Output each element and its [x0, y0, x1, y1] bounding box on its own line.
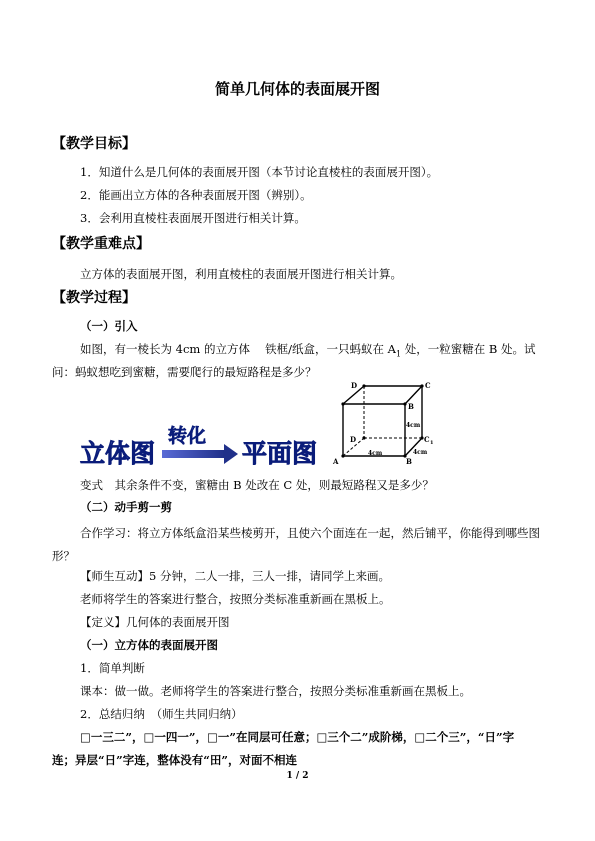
label-c: C	[425, 381, 431, 390]
page-title: 简单几何体的表面展开图	[214, 80, 380, 98]
arrow-right-icon	[224, 444, 238, 464]
cube-net-heading: （一）立方体的表面展开图	[80, 638, 218, 652]
intro-subscript: 1	[395, 349, 402, 359]
rule-line-1: □一三二”，□一四一”，□一”在同层可任意；□三个二”成阶梯，□二个三”，“日”字	[80, 730, 515, 744]
intro-text-a: 如图，有一棱长为 4cm 的立方体 铁框/纸盒，一只蚂蚁在 A	[80, 342, 396, 356]
intro-paragraph-line1	[80, 341, 535, 362]
objective-2: 2．能画出立方体的各种表面展开图（辨别）。	[80, 188, 312, 202]
section-objectives: 【教学目标】	[52, 136, 136, 152]
label-edge-depth: 4cm	[413, 449, 428, 456]
arrow-shaft	[162, 450, 224, 458]
section-key-points: 【教学重难点】	[52, 236, 150, 252]
cube-diagram	[330, 378, 440, 468]
hands-on-heading: （二）动手剪一剪	[80, 500, 172, 514]
rule-line-2: 连；异层“日”字连，整体没有“田”，对面不相连	[52, 753, 297, 767]
label-a1: A	[333, 457, 339, 466]
label-c1: C	[424, 435, 430, 444]
label-b: B	[408, 402, 414, 411]
section-process: 【教学过程】	[52, 290, 136, 306]
textbook-text: 课本：做一做。老师将学生的答案进行整合，按照分类标准重新画在黑板上。	[80, 684, 471, 698]
banner-left-text: 立体图	[80, 439, 156, 468]
variant-text: 变式 其余条件不变，蜜糖由 B 处改在 C 处，则最短路程又是多少？	[80, 478, 434, 492]
banner-middle-text: 转化	[168, 425, 207, 447]
teacher-text: 老师将学生的答案进行整合，按照分类标准重新画在黑板上。	[80, 592, 391, 606]
label-b1: B	[406, 457, 412, 466]
label-c1-sub: 1	[430, 440, 434, 446]
intro-heading: （一）引入	[80, 319, 138, 333]
banner-right-text: 平面图	[242, 439, 318, 468]
objective-1: 1．知道什么是几何体的表面展开图（本节讨论直棱柱的表面展开图）。	[80, 165, 439, 179]
hands-on-paragraph: 合作学习：将立方体纸盒沿某些棱剪开，且使六个面连在一起，然后铺平，你能得到哪些图形？	[52, 526, 540, 563]
page-number: 1 / 2	[286, 771, 309, 781]
judge-text: 1．简单判断	[80, 661, 145, 675]
summary-text: 2．总结归纳 （师生共同归纳）	[80, 707, 243, 721]
label-edge-bottom: 4cm	[368, 450, 383, 457]
intro-paragraph-line2: 问：蚂蚁想吃到蜜糖，需要爬行的最短路程是多少？	[52, 365, 317, 379]
definition-text: 【定义】几何体的表面展开图	[80, 615, 230, 629]
intro-text-b: 处，一粒蜜糖在 B 处。试	[401, 342, 536, 356]
objective-3: 3．会利用直棱柱表面展开图进行相关计算。	[80, 211, 306, 225]
label-d1: D	[351, 381, 358, 390]
transform-banner	[78, 420, 333, 470]
label-edge-right: 4cm	[406, 422, 421, 429]
label-d: D	[350, 435, 357, 444]
key-points-text: 立方体的表面展开图，利用直棱柱的表面展开图进行相关计算。	[80, 267, 402, 281]
interaction-text: 【师生互动】5 分钟，二人一排，三人一排，请同学上来画。	[80, 569, 390, 583]
